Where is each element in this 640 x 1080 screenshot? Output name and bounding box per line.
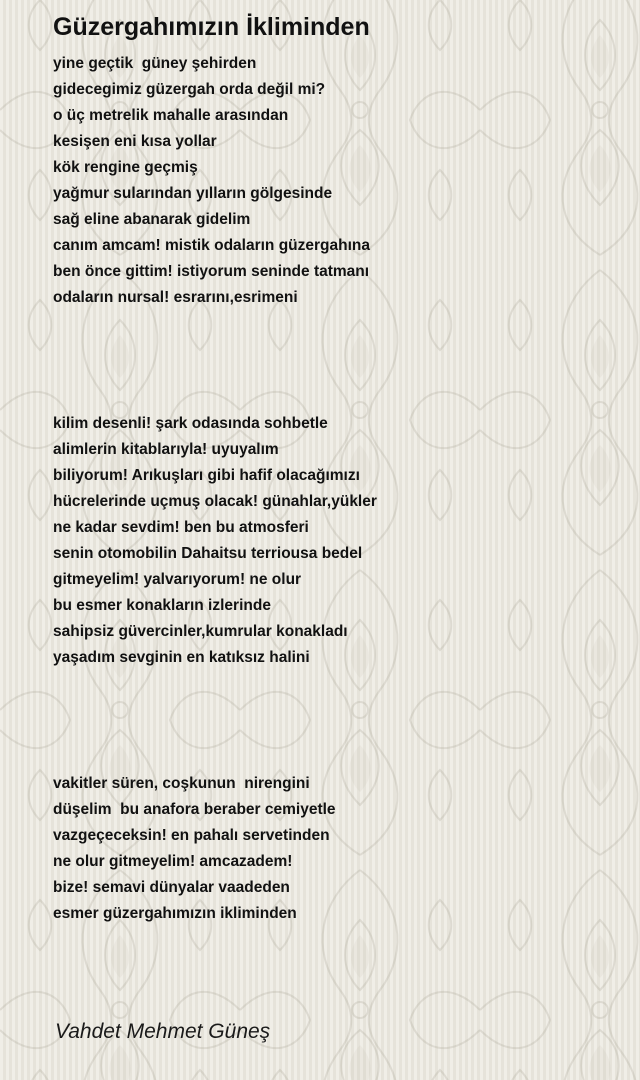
poem-line: biliyorum! Arıkuşları gibi hafif olacağımızı (53, 467, 360, 484)
poem-line: kök rengine geçmiş (53, 159, 198, 176)
stanza-3 (53, 771, 336, 927)
stanza-1 (53, 51, 370, 311)
stanza-2 (53, 411, 377, 671)
poem-line: vakitler süren, coşkunun nirengini (53, 775, 310, 792)
poem-line: yaşadım sevginin en katıksız halini (53, 649, 310, 666)
poem-line: sağ eline abanarak gidelim (53, 211, 251, 228)
poem-line: düşelim bu anafora beraber cemiyetle (53, 801, 336, 818)
poem-line: kilim desenli! şark odasında sohbetle (53, 415, 328, 432)
poem-line: gitmeyelim! yalvarıyorum! ne olur (53, 571, 302, 588)
poem-line: senin otomobilin Dahaitsu terriousa bedel (53, 545, 363, 562)
poem-line: yağmur sularından yılların gölgesinde (53, 185, 333, 202)
poem-line: yine geçtik güney şehirden (53, 55, 257, 72)
poem-line: bu esmer konakların izlerinde (53, 597, 271, 614)
poem-author: Vahdet Mehmet Güneş (55, 1020, 271, 1043)
poem-line: odaların nursal! esrarını,esrimeni (53, 289, 298, 306)
poem-line: ne olur gitmeyelim! amcazadem! (53, 853, 293, 870)
poem-title: Güzergahımızın İkliminden (53, 13, 370, 41)
poem-line: bize! semavi dünyalar vaadeden (53, 879, 290, 896)
poem-line: kesişen eni kısa yollar (53, 133, 217, 150)
poem-line: alimlerin kitablarıyla! uyuyalım (53, 441, 279, 458)
poem-line: o üç metrelik mahalle arasından (53, 107, 289, 124)
poem-line: ne kadar sevdim! ben bu atmosferi (53, 519, 309, 536)
poem-line: canım amcam! mistik odaların güzergahına (53, 237, 370, 254)
poem-line: sahipsiz güvercinler,kumrular konakladı (53, 623, 348, 640)
poem-line: gidecegimiz güzergah orda değil mi? (53, 81, 326, 98)
poem-line: hücrelerinde uçmuş olacak! günahlar,yükler (53, 493, 377, 510)
poem-line: esmer güzergahımızın ikliminden (53, 905, 297, 922)
poem-line: vazgeçeceksin! en pahalı servetinden (53, 827, 330, 844)
poem-line: ben önce gittim! istiyorum seninde tatmanı (53, 263, 370, 280)
